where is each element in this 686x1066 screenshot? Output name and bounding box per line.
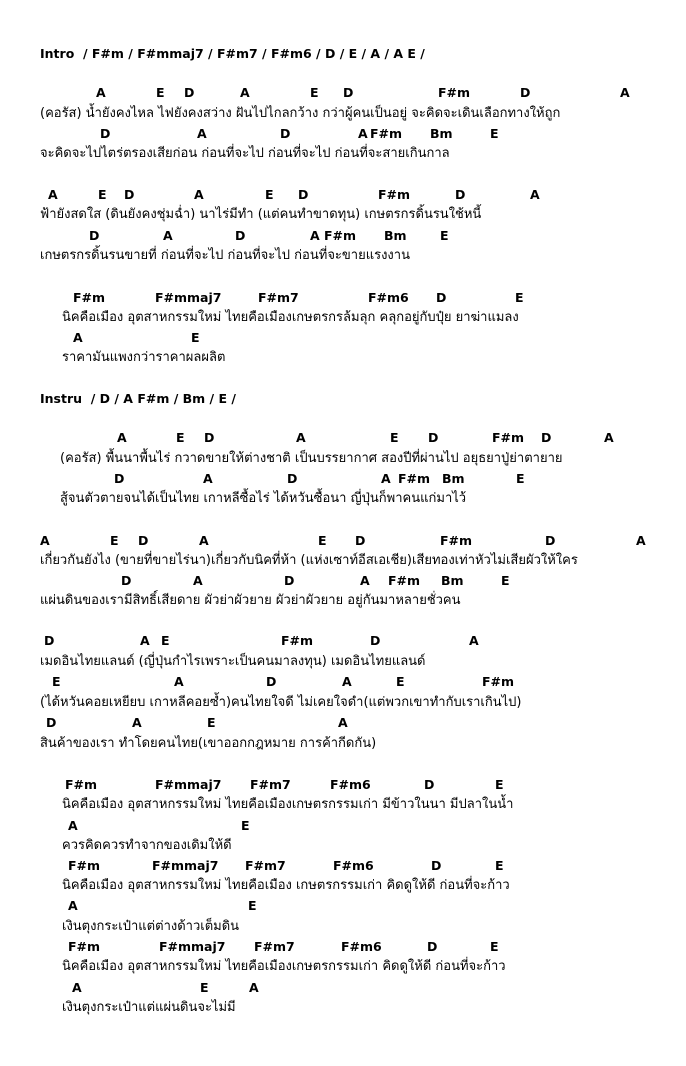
lyric-line: จะคิดจะไปไตร่ตรองเสียก่อน ก่อนที่จะไป ก่อนที่จะไป ก่อนที่จะสายเกินกาล — [40, 146, 450, 161]
chord: D — [343, 85, 354, 100]
chord-line — [0, 857, 686, 875]
chord: D — [455, 187, 466, 202]
lyric-line: สู้จนตัวตายจนได้เป็นไทย เกาหลีซื้อไร่ ได้หวันซื้อนา ญี่ปุ่นก็พาคนแก่มาไว้ — [60, 491, 467, 506]
chord: E — [265, 187, 274, 202]
lyric-line: เกี่ยวกันยังไง (ขายที่ขายไร่นา)เกี่ยวกับนิคที่ห้า (แห่งเซาท์อีสเอเชีย)เสียทองเท่าหัวไม่เสียผัวให้ใคร — [40, 553, 578, 568]
chord-line — [0, 632, 686, 650]
lyric-line: เงินตุงกระเป๋าแต่แผ่นดินจะไม่มี — [62, 1000, 236, 1015]
chord: D — [370, 633, 381, 648]
chord: A — [194, 187, 204, 202]
chord: A — [96, 85, 106, 100]
chord-line — [0, 673, 686, 691]
chord: E — [490, 939, 499, 954]
lyric-line: แผ่นดินของเรามีสิทธิ์เสียดาย ผัวย่าผัวยาย ผัวย่าผัวยาย อยู่กันมาหลายชั่วคน — [40, 593, 461, 608]
chord: D — [138, 533, 149, 548]
chord: E — [110, 533, 119, 548]
chord: D — [44, 633, 55, 648]
lyric-line: ฟ้ายังสดใส (ดินยังคงชุ่มฉ่ำ) นาไร่มีทำ (แต่คนทำขาดทุน) เกษตรกรดิ้นรนใช้หนี้ — [40, 207, 482, 222]
section-header: Intro / F#m / F#mmaj7 / F#m7 / F#m6 / D / E / A / A E / — [40, 46, 425, 61]
chord: A — [381, 471, 391, 486]
chord: F#m — [73, 290, 106, 305]
chord-line — [0, 776, 686, 794]
chord: A — [469, 633, 479, 648]
chord-line — [0, 186, 686, 204]
chord: E — [207, 715, 216, 730]
chord: A — [530, 187, 540, 202]
chord: D — [428, 430, 439, 445]
chord: E — [515, 290, 524, 305]
chord-line — [0, 897, 686, 915]
lyric-line: ควรคิดควรทำจากของเดิมให้ดี — [62, 838, 232, 853]
chord: E — [440, 228, 449, 243]
chord: D — [266, 674, 277, 689]
chord: A — [199, 533, 209, 548]
chord-line — [0, 714, 686, 732]
chord: A — [240, 85, 250, 100]
chord-line — [0, 84, 686, 102]
chord: E — [52, 674, 61, 689]
chord: D — [541, 430, 552, 445]
lyric-line: (ได้หวันคอยเหยียบ เกาหลีคอยซ้ำ)คนไทยใจดี ไม่เคยใจดำ(แต่พวกเขาทำกับเราเกินไป) — [40, 695, 522, 710]
lyric-line: เมดอินไทยแลนด์ (ญี่ปุ่นกำไรเพราะเป็นคนมาลงทุน) เมดอินไทยแลนด์ — [40, 654, 426, 669]
lyric-line: นิคคือเมือง อุตสาหกรรมใหม่ ไทยคือเมืองเกษตรกรรมเก่า มีข้าวในนา มีปลาในน้ำ — [62, 797, 514, 812]
chord: D — [298, 187, 309, 202]
chord: F#mmaj7 — [155, 290, 222, 305]
chord: D — [121, 573, 132, 588]
chord: D — [184, 85, 195, 100]
chord: D — [436, 290, 447, 305]
chord: A — [338, 715, 348, 730]
chord: F#m — [68, 939, 101, 954]
chord: F#mmaj7 — [155, 777, 222, 792]
chord: F#m7 — [254, 939, 295, 954]
chord: F#m — [281, 633, 314, 648]
chord: F#m6 — [368, 290, 409, 305]
lyric-line: (คอรัส) น้ำยังคงไหล ไฟยังคงสว่าง ฝันไปไกลกว้าง กว่าผู้คนเป็นอยู่ จะคิดจะเดินเลือกทางให้ถูก — [40, 106, 561, 121]
chord: A — [342, 674, 352, 689]
chord: E — [176, 430, 185, 445]
chord: E — [156, 85, 165, 100]
chord-line — [0, 329, 686, 347]
chord: E — [495, 777, 504, 792]
chord: A — [73, 330, 83, 345]
chord-line — [0, 979, 686, 997]
lyric-line: นิคคือเมือง อุตสาหกรรมใหม่ ไทยคือเมือง เกษตรกรรมเก่า คิดดูให้ดี ก่อนที่จะก้าว — [62, 878, 510, 893]
chord-line — [0, 429, 686, 447]
chord: A — [163, 228, 173, 243]
chord: A — [620, 85, 630, 100]
chord: E — [501, 573, 510, 588]
lyric-line: ราคามันแพงกว่าราคาผลผลิต — [62, 350, 226, 365]
chord: D — [355, 533, 366, 548]
chord: E — [310, 85, 319, 100]
chord: F#m — [388, 573, 421, 588]
chord: F#m — [68, 858, 101, 873]
chord-line — [0, 470, 686, 488]
chord: A — [68, 898, 78, 913]
chord: D — [114, 471, 125, 486]
chord: F#mmaj7 — [152, 858, 219, 873]
chord: F#m — [438, 85, 471, 100]
chord: E — [161, 633, 170, 648]
chord: Bm — [441, 573, 464, 588]
chord-line — [0, 572, 686, 590]
chord: D — [545, 533, 556, 548]
chord: Bm — [430, 126, 453, 141]
chord: E — [98, 187, 107, 202]
chord: D — [427, 939, 438, 954]
chord: D — [100, 126, 111, 141]
chord: E — [495, 858, 504, 873]
chord: A — [296, 430, 306, 445]
chord: F#m — [492, 430, 525, 445]
chord-line — [0, 227, 686, 245]
chord: F#m — [324, 228, 357, 243]
chord: D — [287, 471, 298, 486]
chord: A — [636, 533, 646, 548]
chord: A — [68, 818, 78, 833]
chord: A — [197, 126, 207, 141]
chord: D — [431, 858, 442, 873]
chord: F#m — [65, 777, 98, 792]
lyric-line: สินค้าของเรา ทำโดยคนไทย(เขาออกกฎหมาย การค้ากีดกัน) — [40, 736, 377, 751]
chord: F#mmaj7 — [159, 939, 226, 954]
chord: E — [248, 898, 257, 913]
chord: A — [358, 126, 368, 141]
chord: A — [132, 715, 142, 730]
chord: F#m7 — [250, 777, 291, 792]
chord: A — [174, 674, 184, 689]
chord: A — [48, 187, 58, 202]
chord: D — [46, 715, 57, 730]
chord: D — [520, 85, 531, 100]
chord: A — [72, 980, 82, 995]
chord-line — [0, 532, 686, 550]
chord: A — [604, 430, 614, 445]
chord: A — [40, 533, 50, 548]
chord: F#m7 — [258, 290, 299, 305]
chord: D — [424, 777, 435, 792]
chord: F#m — [440, 533, 473, 548]
chord: D — [235, 228, 246, 243]
chord: D — [124, 187, 135, 202]
chord: A — [310, 228, 320, 243]
chord-line — [0, 125, 686, 143]
lyric-line: นิคคือเมือง อุตสาหกรรมใหม่ ไทยคือเมืองเกษตรกรรมเก่า คิดดูให้ดี ก่อนที่จะก้าว — [62, 959, 506, 974]
chord: E — [390, 430, 399, 445]
chord: A — [140, 633, 150, 648]
chord-line — [0, 289, 686, 307]
chord: E — [191, 330, 200, 345]
chord: F#m6 — [333, 858, 374, 873]
chord: A — [360, 573, 370, 588]
chord: F#m6 — [341, 939, 382, 954]
chord: Bm — [442, 471, 465, 486]
chord: A — [193, 573, 203, 588]
chord: D — [89, 228, 100, 243]
lyric-line: (คอรัส) พื้นนาพื้นไร่ กวาดขายให้ต่างชาติ เป็นบรรยากาศ สองปีที่ผ่านไป อยุธยาปู่ย่าตายาย — [60, 451, 563, 466]
chord: E — [516, 471, 525, 486]
chord-line — [0, 938, 686, 956]
chord-line — [0, 817, 686, 835]
chord: A — [117, 430, 127, 445]
lyric-line: เงินตุงกระเป๋าแต่ต่างด้าวเต็มดิน — [62, 919, 240, 934]
lyric-line: เกษตรกรดิ้นรนขายที่ ก่อนที่จะไป ก่อนที่จะไป ก่อนที่จะขายแรงงาน — [40, 248, 410, 263]
lyric-line: นิคคือเมือง อุตสาหกรรมใหม่ ไทยคือเมืองเกษตรกรล้มลุก คลุกอยู่กับปุ๋ย ยาฆ่าแมลง — [62, 310, 519, 325]
chord: F#m — [378, 187, 411, 202]
chord: E — [241, 818, 250, 833]
chord: F#m — [482, 674, 515, 689]
chord: A — [203, 471, 213, 486]
chord: E — [318, 533, 327, 548]
chord: F#m7 — [245, 858, 286, 873]
chord: F#m — [370, 126, 403, 141]
chord: E — [200, 980, 209, 995]
chord: D — [280, 126, 291, 141]
chord: D — [284, 573, 295, 588]
chord: E — [490, 126, 499, 141]
section-header: Instru / D / A F#m / Bm / E / — [40, 391, 236, 406]
chord: Bm — [384, 228, 407, 243]
chord: F#m6 — [330, 777, 371, 792]
chord: E — [396, 674, 405, 689]
chord: D — [204, 430, 215, 445]
chord: F#m — [398, 471, 431, 486]
chord: A — [249, 980, 259, 995]
